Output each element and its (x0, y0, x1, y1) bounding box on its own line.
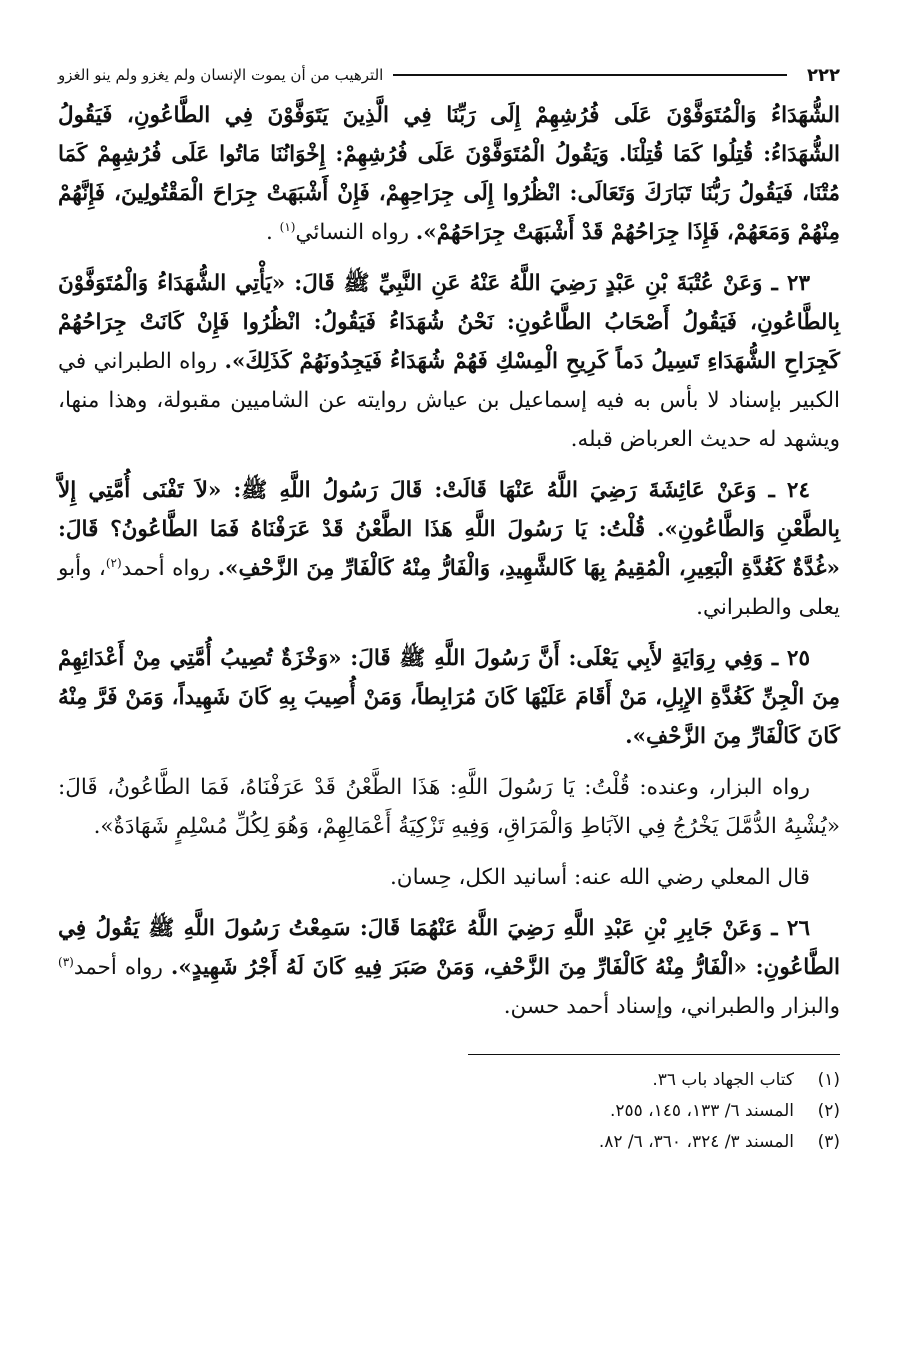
footnote-item (58, 1127, 840, 1158)
paragraph-hadith-23 (58, 264, 840, 459)
footnote-number: (٣) (817, 1132, 840, 1152)
hadith-text: الشُّهَدَاءُ وَالْمُتَوَفَّوْنَ عَلَى فُرُشِهِمْ إِلَى رَبِّنَا فِي الَّذِينَ يَتَوَفَّوْنَ فِي الطَّاعُونِ، فَيَقُولُ الشُّهَدَاءُ: قُتِلُوا كَمَا قُتِلْنَا. وَيَقُولُ الْمُتَوَفَّوْنَ عَلَى فُرُشِهِمْ: إِخْوَانُنَا مَاتُوا عَلَى فُرُشِهِمْ كَمَا مُتْنَا، فَيَقُولُ رَبُّنَا تَبَارَكَ وَتَعَالَى: انْظُرُوا إِلَى جِرَاحِهِمْ، فَإِنْ أَشْبَهَتْ جِرَاحَ الْمَقْتُولِينَ، فَإِنَّهُمْ مِنْهُمْ وَمَعَهُمْ، فَإِذَا جِرَاحُهُمْ قَدْ أَشْبَهَتْ جِرَاحَهُمْ». (58, 103, 840, 245)
footnote-number: (١) (817, 1070, 840, 1090)
paragraph-editor-note (58, 858, 840, 897)
paragraph-hadith-24 (58, 471, 840, 627)
paragraph-continuation (58, 96, 840, 252)
source-note: رواه أحمد (121, 556, 218, 581)
running-header (58, 60, 840, 90)
footnote-item (58, 1065, 840, 1096)
book-page (58, 60, 840, 1158)
source-tail: والبزار والطبراني، وإسناد أحمد حسن. (503, 994, 840, 1019)
hadith-text: ٢٣ ـ وَعَنْ عُتْبَةَ بْنِ عَبْدٍ رَضِيَ اللَّهُ عَنْهُ عَنِ النَّبِيِّ ﷺ قَالَ: «يَأْتِي الشُّهَدَاءُ وَالْمُتَوَفَّوْنَ بِالطَّاعُونِ، فَيَقُولُ أَصْحَابُ الطَّاعُونِ: نَحْنُ شُهَدَاءُ فَيَقُولُ: انْظُرُوا فَإِنْ كَانَتْ جِرَاحُهُمْ كَجِرَاحِ الشُّهَدَاءِ تَسِيلُ دَماً كَرِيحِ الْمِسْكِ فَهُمْ شُهَدَاءُ فَيَجِدُونَهُمْ كَذَلِكَ». (58, 271, 841, 374)
header-rule (393, 74, 787, 76)
footnote-divider (468, 1054, 840, 1055)
hadith-text: ٢٤ ـ وَعَنْ عَائِشَةَ رَضِيَ اللَّهُ عَنْهَا قَالَتْ: قَالَ رَسُولُ اللَّهِ ﷺ: «لاَ تَفْنَى أُمَّتِي إِلاَّ بِالطَّعْنِ وَالطَّاعُونِ». قُلْتُ: يَا رَسُولَ اللَّهِ هَذَا الطَّعْنُ قَدْ عَرَفْنَاهُ فَمَا الطَّاعُونُ؟ قَالَ: «غُدَّةٌ كَغُدَّةِ الْبَعِيرِ، الْمُقِيمُ بِهَا كَالشَّهِيدِ، وَالْفَارُّ مِنْهُ كَالْفَارِّ مِنَ الزَّحْفِ». (58, 478, 840, 581)
footnote-number: (٢) (817, 1101, 840, 1121)
footnote-ref[interactable]: (٢) (105, 555, 122, 570)
source-tail: ، وأبو يعلى والطبراني. (58, 556, 840, 620)
hadith-text: ٢٦ ـ وَعَنْ جَابِرِ بْنِ عَبْدِ اللَّهِ رَضِيَ اللَّهُ عَنْهُمَا قَالَ: سَمِعْتُ رَسُولَ اللَّهِ ﷺ يَقُولُ فِي الطَّاعُونِ: «الْفَارُّ مِنْهُ كَالْفَارِّ مِنَ الزَّحْفِ، وَمَنْ صَبَرَ فِيهِ كَانَ لَهُ أَجْرُ شَهِيدٍ». (58, 916, 840, 980)
source-note: رواه الطبراني في الكبير بإسناد لا بأس به فيه إسماعيل بن عياش روايته عن الشاميين مقبولة، وهذا منها، ويشهد له حديث العرباض قبله. (58, 349, 840, 452)
header-title: الترهيب من أن يموت الإنسان ولم يغزو ولم ينو الغزو (58, 66, 384, 84)
footnote-ref[interactable]: (٣) (58, 954, 74, 969)
source-tail: . (265, 220, 280, 245)
source-note: رواه أحمد (73, 955, 171, 980)
footnote-item (58, 1096, 840, 1127)
hadith-text: ٢٥ ـ وَفِي رِوَايَةٍ لأَبِي يَعْلَى: أَنَّ رَسُولَ اللَّهِ ﷺ قَالَ: «وَخْزَةٌ تُصِيبُ أُمَّتِي مِنْ أَعْدَائِهِمْ مِنَ الْجِنِّ كَغُدَّةِ الإِبِلِ، مَنْ أَقَامَ عَلَيْهَا كَانَ مُرَابِطاً، وَمَنْ أُصِيبَ بِهِ كَانَ شَهِيداً، وَمَنْ فَرَّ مِنْهُ كَانَ كَالْفَارِّ مِنَ الزَّحْفِ». (58, 646, 840, 749)
editor-note: قال المعلي رضي الله عنه: أسانيد الكل، حِسان. (389, 865, 810, 890)
footnote-text: كتاب الجهاد باب ٣٦. (652, 1070, 794, 1090)
footnote-ref[interactable]: (١) (279, 219, 296, 234)
body-text (58, 96, 840, 1026)
paragraph-hadith-25 (58, 639, 840, 756)
narration-text: رواه البزار، وعنده: قُلْتُ: يَا رَسُولَ اللَّهِ: هَذَا الطَّعْنُ قَدْ عَرَفْنَاهُ، فَمَا الطَّاعُونُ، قَالَ: «يُشْبِهُ الدُّمَّلَ يَخْرُجُ فِي الآبَاطِ وَالْمَرَاقِ، وَفِيهِ تَزْكِيَةُ أَعْمَالِهِمْ، وَهُوَ لِكُلِّ مُسْلِمٍ شَهَادَةٌ». (58, 775, 840, 839)
footnote-text: المسند ٦/ ١٣٣، ١٤٥، ٢٥٥. (609, 1101, 794, 1121)
footnote-text: المسند ٣/ ٣٢٤، ٣٦٠، ٦/ ٨٢. (598, 1132, 794, 1152)
page-number: ٢٢٢ (807, 64, 840, 86)
footnotes (58, 1065, 840, 1158)
paragraph-bazzar-narration (58, 768, 840, 846)
paragraph-hadith-26 (58, 909, 840, 1026)
source-note: رواه النسائي (295, 220, 416, 245)
